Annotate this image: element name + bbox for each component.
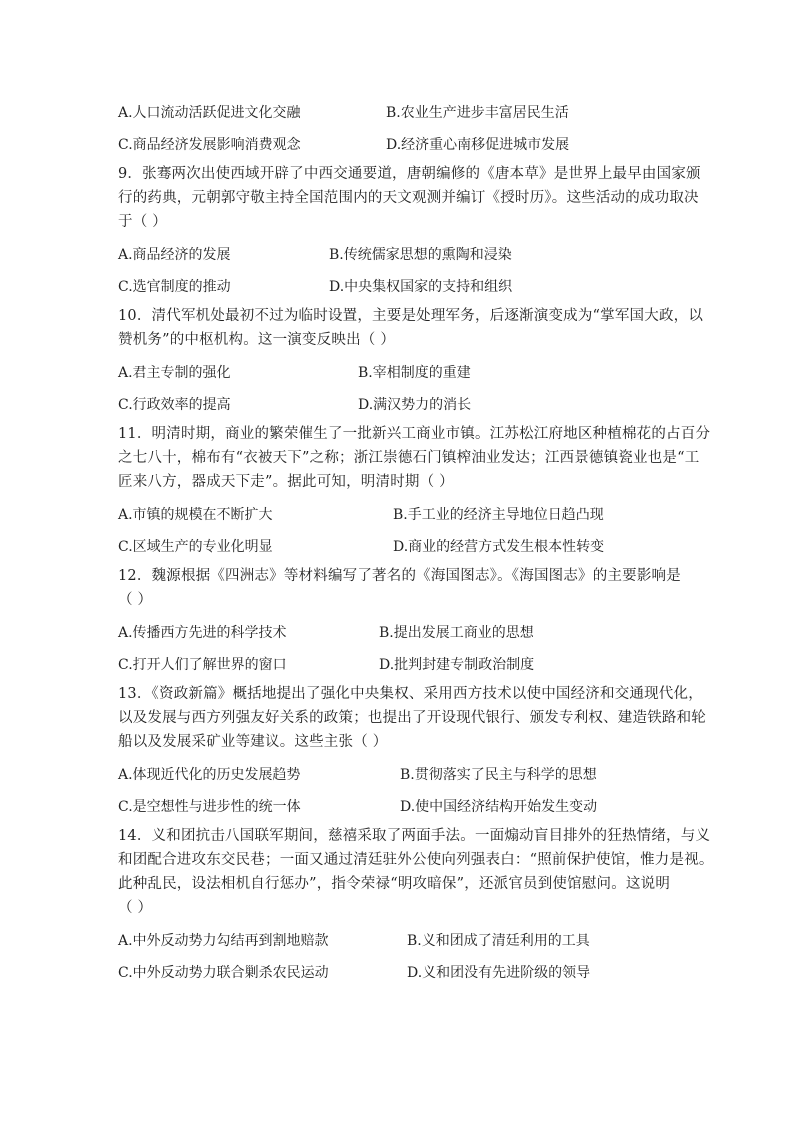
stem-line: 赞机务”的中枢机构。这一演变反映出（ ） <box>118 332 396 348</box>
q12-options-row-2 <box>118 648 678 680</box>
q13-options-row-1 <box>118 758 678 790</box>
question-13-stem <box>118 682 706 754</box>
stem-line: 之七八十，棉布有“衣被天下”之称；浙江崇德石门镇榨油业发达；江西景德镇瓷业也是“工 <box>118 450 700 466</box>
stem-line: 11．明清时期，商业的繁荣催生了一批新兴工商业市镇。江苏松江府地区种植棉花的占百分 <box>118 426 711 442</box>
stem-line: 12．魏源根据《四洲志》等材料编写了著名的《海国图志》。《海国图志》的主要影响是 <box>118 568 681 584</box>
question-9-stem <box>118 162 701 234</box>
q9-option-d: D.中央集权国家的支持和组织 <box>329 279 513 295</box>
exam-page <box>118 96 714 988</box>
q8-options-row-1 <box>118 96 678 128</box>
stem-line: 14．义和团抗击八国联军期间，慈禧采取了两面手法。一面煽动盲目排外的狂热情绪，与义 <box>118 828 711 844</box>
stem-line: 9．张骞两次出使西域开辟了中西交通要道，唐朝编修的《唐本草》是世界上最早由国家颁 <box>118 166 701 182</box>
stem-line: （ ） <box>118 900 153 916</box>
q10-options-row-1 <box>118 356 678 388</box>
q8-option-b: B.农业生产进步丰富居民生活 <box>386 105 569 121</box>
q10-option-d: D.满汉势力的消长 <box>358 397 472 413</box>
q14-option-b: B.义和团成了清廷利用的工具 <box>407 933 590 949</box>
question-10-stem <box>118 304 704 352</box>
q12-option-b: B.提出发展工商业的思想 <box>379 625 534 641</box>
q14-option-d: D.义和团没有先进阶级的领导 <box>407 965 591 981</box>
q11-options-row-1 <box>118 498 678 530</box>
q8-option-d: D.经济重心南移促进城市发展 <box>386 137 570 153</box>
stem-line: 10．清代军机处最初不过为临时设置，主要是处理军务，后逐渐演变成为“掌军国大政，以 <box>118 308 704 324</box>
q12-option-d: D.批判封建专制政治制度 <box>379 657 535 673</box>
q11-options-row-2 <box>118 530 678 562</box>
q13-option-c: C.是空想性与进步性的统一体 <box>118 799 301 815</box>
q11-option-b: B.手工业的经济主导地位日趋凸现 <box>393 507 604 523</box>
stem-line: 于（ ） <box>118 214 167 230</box>
q12-options-row-1 <box>118 616 678 648</box>
q14-option-c: C.中外反动势力联合剿杀农民运动 <box>118 965 329 981</box>
stem-line: 行的药典，元朝郭守敬主持全国范围内的天文观测并编订《授时历》。这些活动的成功取决 <box>118 190 699 206</box>
q13-option-d: D.使中国经济结构开始发生变动 <box>400 799 598 815</box>
stem-line: 船以及发展采矿业等建议。这些主张（ ） <box>118 734 388 750</box>
q8-options-row-2 <box>118 128 678 160</box>
q10-options-row-2 <box>118 388 678 420</box>
q13-option-b: B.贯彻落实了民主与科学的思想 <box>400 767 597 783</box>
stem-line: 和团配合进攻东交民巷；一面又通过清廷驻外公使向列强表白：“照前保护使馆，惟力是视。 <box>118 852 714 868</box>
q8-option-c: C.商品经济发展影响消费观念 <box>118 137 301 153</box>
q10-option-b: B.宰相制度的重建 <box>358 365 471 381</box>
question-14-stem <box>118 824 714 920</box>
q14-options-row-1 <box>118 924 678 956</box>
stem-line: 13．《资政新篇》概括地提出了强化中央集权、采用西方技术以使中国经济和交通现代化， <box>118 686 703 702</box>
q10-option-c: C.行政效率的提高 <box>118 397 231 413</box>
q11-option-c: C.区域生产的专业化明显 <box>118 539 273 555</box>
q11-option-a: A.市镇的规模在不断扩大 <box>118 507 273 523</box>
question-11-stem <box>118 422 711 494</box>
stem-line: （ ） <box>118 592 153 608</box>
q9-options-row-2 <box>118 270 678 302</box>
q13-option-a: A.体现近代化的历史发展趋势 <box>118 767 301 783</box>
q14-option-a: A.中外反动势力勾结再到割地赔款 <box>118 933 329 949</box>
q13-options-row-2 <box>118 790 678 822</box>
q12-option-a: A.传播西方先进的科学技术 <box>118 625 287 641</box>
q14-options-row-2 <box>118 956 678 988</box>
stem-line: 以及发展与西方列强友好关系的政策；也提出了开设现代银行、颁发专利权、建造铁路和轮 <box>118 710 706 726</box>
q9-option-b: B.传统儒家思想的熏陶和浸染 <box>329 247 512 263</box>
q12-option-c: C.打开人们了解世界的窗口 <box>118 657 287 673</box>
q10-option-a: A.君主专制的强化 <box>118 365 231 381</box>
q9-option-a: A.商品经济的发展 <box>118 247 231 263</box>
q9-options-row-1 <box>118 238 678 270</box>
q8-option-a: A.人口流动活跃促进文化交融 <box>118 105 301 121</box>
q11-option-d: D.商业的经营方式发生根本性转变 <box>393 539 605 555</box>
q9-option-c: C.选官制度的推动 <box>118 279 231 295</box>
stem-line: 此种乱民，设法相机自行惩办”，指令荣禄“明攻暗保”，还派官员到使馆慰问。这说明 <box>118 876 671 892</box>
stem-line: 匠来八方，器成天下走”。据此可知，明清时期（ ） <box>118 474 454 490</box>
question-12-stem <box>118 564 681 612</box>
